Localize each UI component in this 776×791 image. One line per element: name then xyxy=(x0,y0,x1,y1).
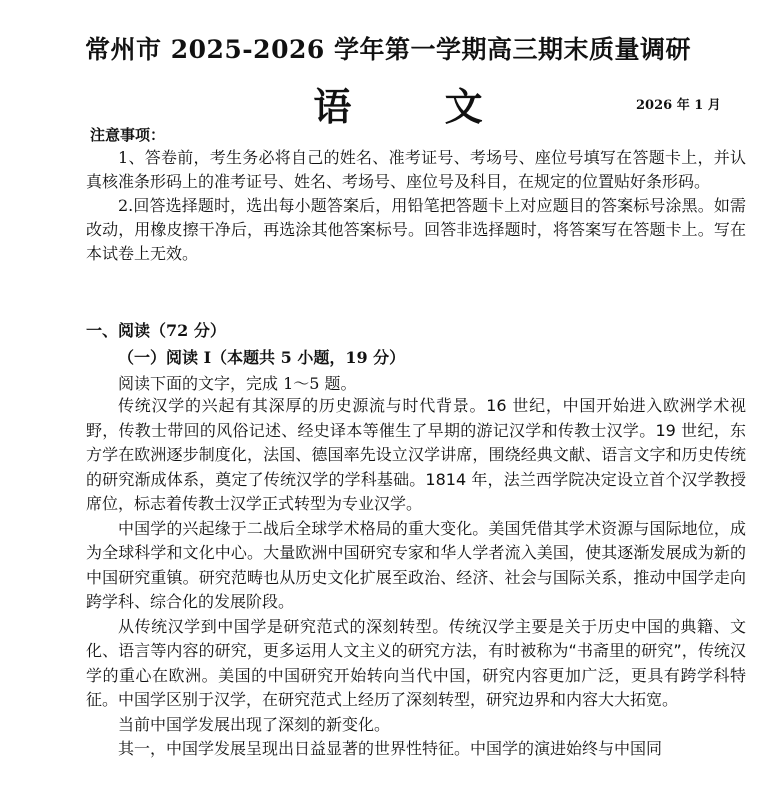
exam-title: 常州市 2025-2026 学年第一学期高三期末质量调研 xyxy=(85,35,691,64)
notice-heading: 注意事项： xyxy=(90,126,166,144)
notice-item: 2.回答选择题时，选出每小题答案后，用铅笔把答题卡上对应题目的答案标号涂黑。如需改动，用橡皮擦干净后，再选涂其他答案标号。回答非选择题时，将答案写在答题卡上。写在本试卷上无效。 xyxy=(86,196,746,263)
passage-paragraph: 从传统汉学到中国学是研究范式的深刻转型。传统汉学主要是关于历史中国的典籍、文化、语言等内容的研究，更多运用人文主义的研究方法，有时被称为“书斋里的研究”，传统汉学的重心在欧洲。美国的中国研究开始转向当代中国，研究内容更加广泛，更具有跨学科特征。中国学区别于汉学，在研究范式上经历了深刻转型，研究边界和内容大大拓宽。 xyxy=(86,616,746,709)
passage-paragraph: 传统汉学的兴起有其深厚的历史源流与时代背景。16 世纪，中国开始进入欧洲学术视野，传教士带回的风俗记述、经史译本等催生了早期的游记汉学和传教士汉学。19 世纪，东方学在欧洲逐步制度化，法国、德国率先设立汉学讲席，围绕经典文献、语言文字和历史传统的研究渐成体系，奠定了传统汉学的学科基础。1814 年，法兰西学院决定设立首个汉学教授席位，标志着传教士汉学正式转型为专业汉学。 xyxy=(86,396,746,513)
notice-item: 1、答卷前，考生务必将自己的姓名、准考证号、考场号、座位号填写在答题卡上，并认真核准条形码上的准考证号、姓名、考场号、座位号及科目，在规定的位置贴好条形码。 xyxy=(86,148,746,191)
reading-passage xyxy=(86,394,746,762)
reading-instruction: 阅读下面的文字，完成 1～5 题。 xyxy=(118,374,357,393)
subsection-heading: （一）阅读 I（本题共 5 小题，19 分） xyxy=(118,348,406,367)
passage-paragraph: 当前中国学发展出现了深刻的新变化。 xyxy=(118,714,391,734)
passage-paragraph: 其一，中国学发展呈现出日益显著的世界性特征。中国学的演进始终与中国同 xyxy=(118,739,663,758)
passage-paragraph: 中国学的兴起缘于二战后全球学术格局的重大变化。美国凭借其学术资源与国际地位，成为全球科学和文化中心。大量欧洲中国研究专家和华人学者流入美国，使其逐渐发展成为新的中国研究重镇。研究范畴也从历史文化扩展至政治、经济、社会与国际关系，推动中国学走向跨学科、综合化的发展阶段。 xyxy=(86,518,746,611)
exam-date: 2026 年 1 月 xyxy=(636,98,721,113)
notice-list xyxy=(86,146,746,266)
subject-title: 语 文 xyxy=(313,84,523,129)
section-heading: 一、阅读（72 分） xyxy=(86,321,226,340)
